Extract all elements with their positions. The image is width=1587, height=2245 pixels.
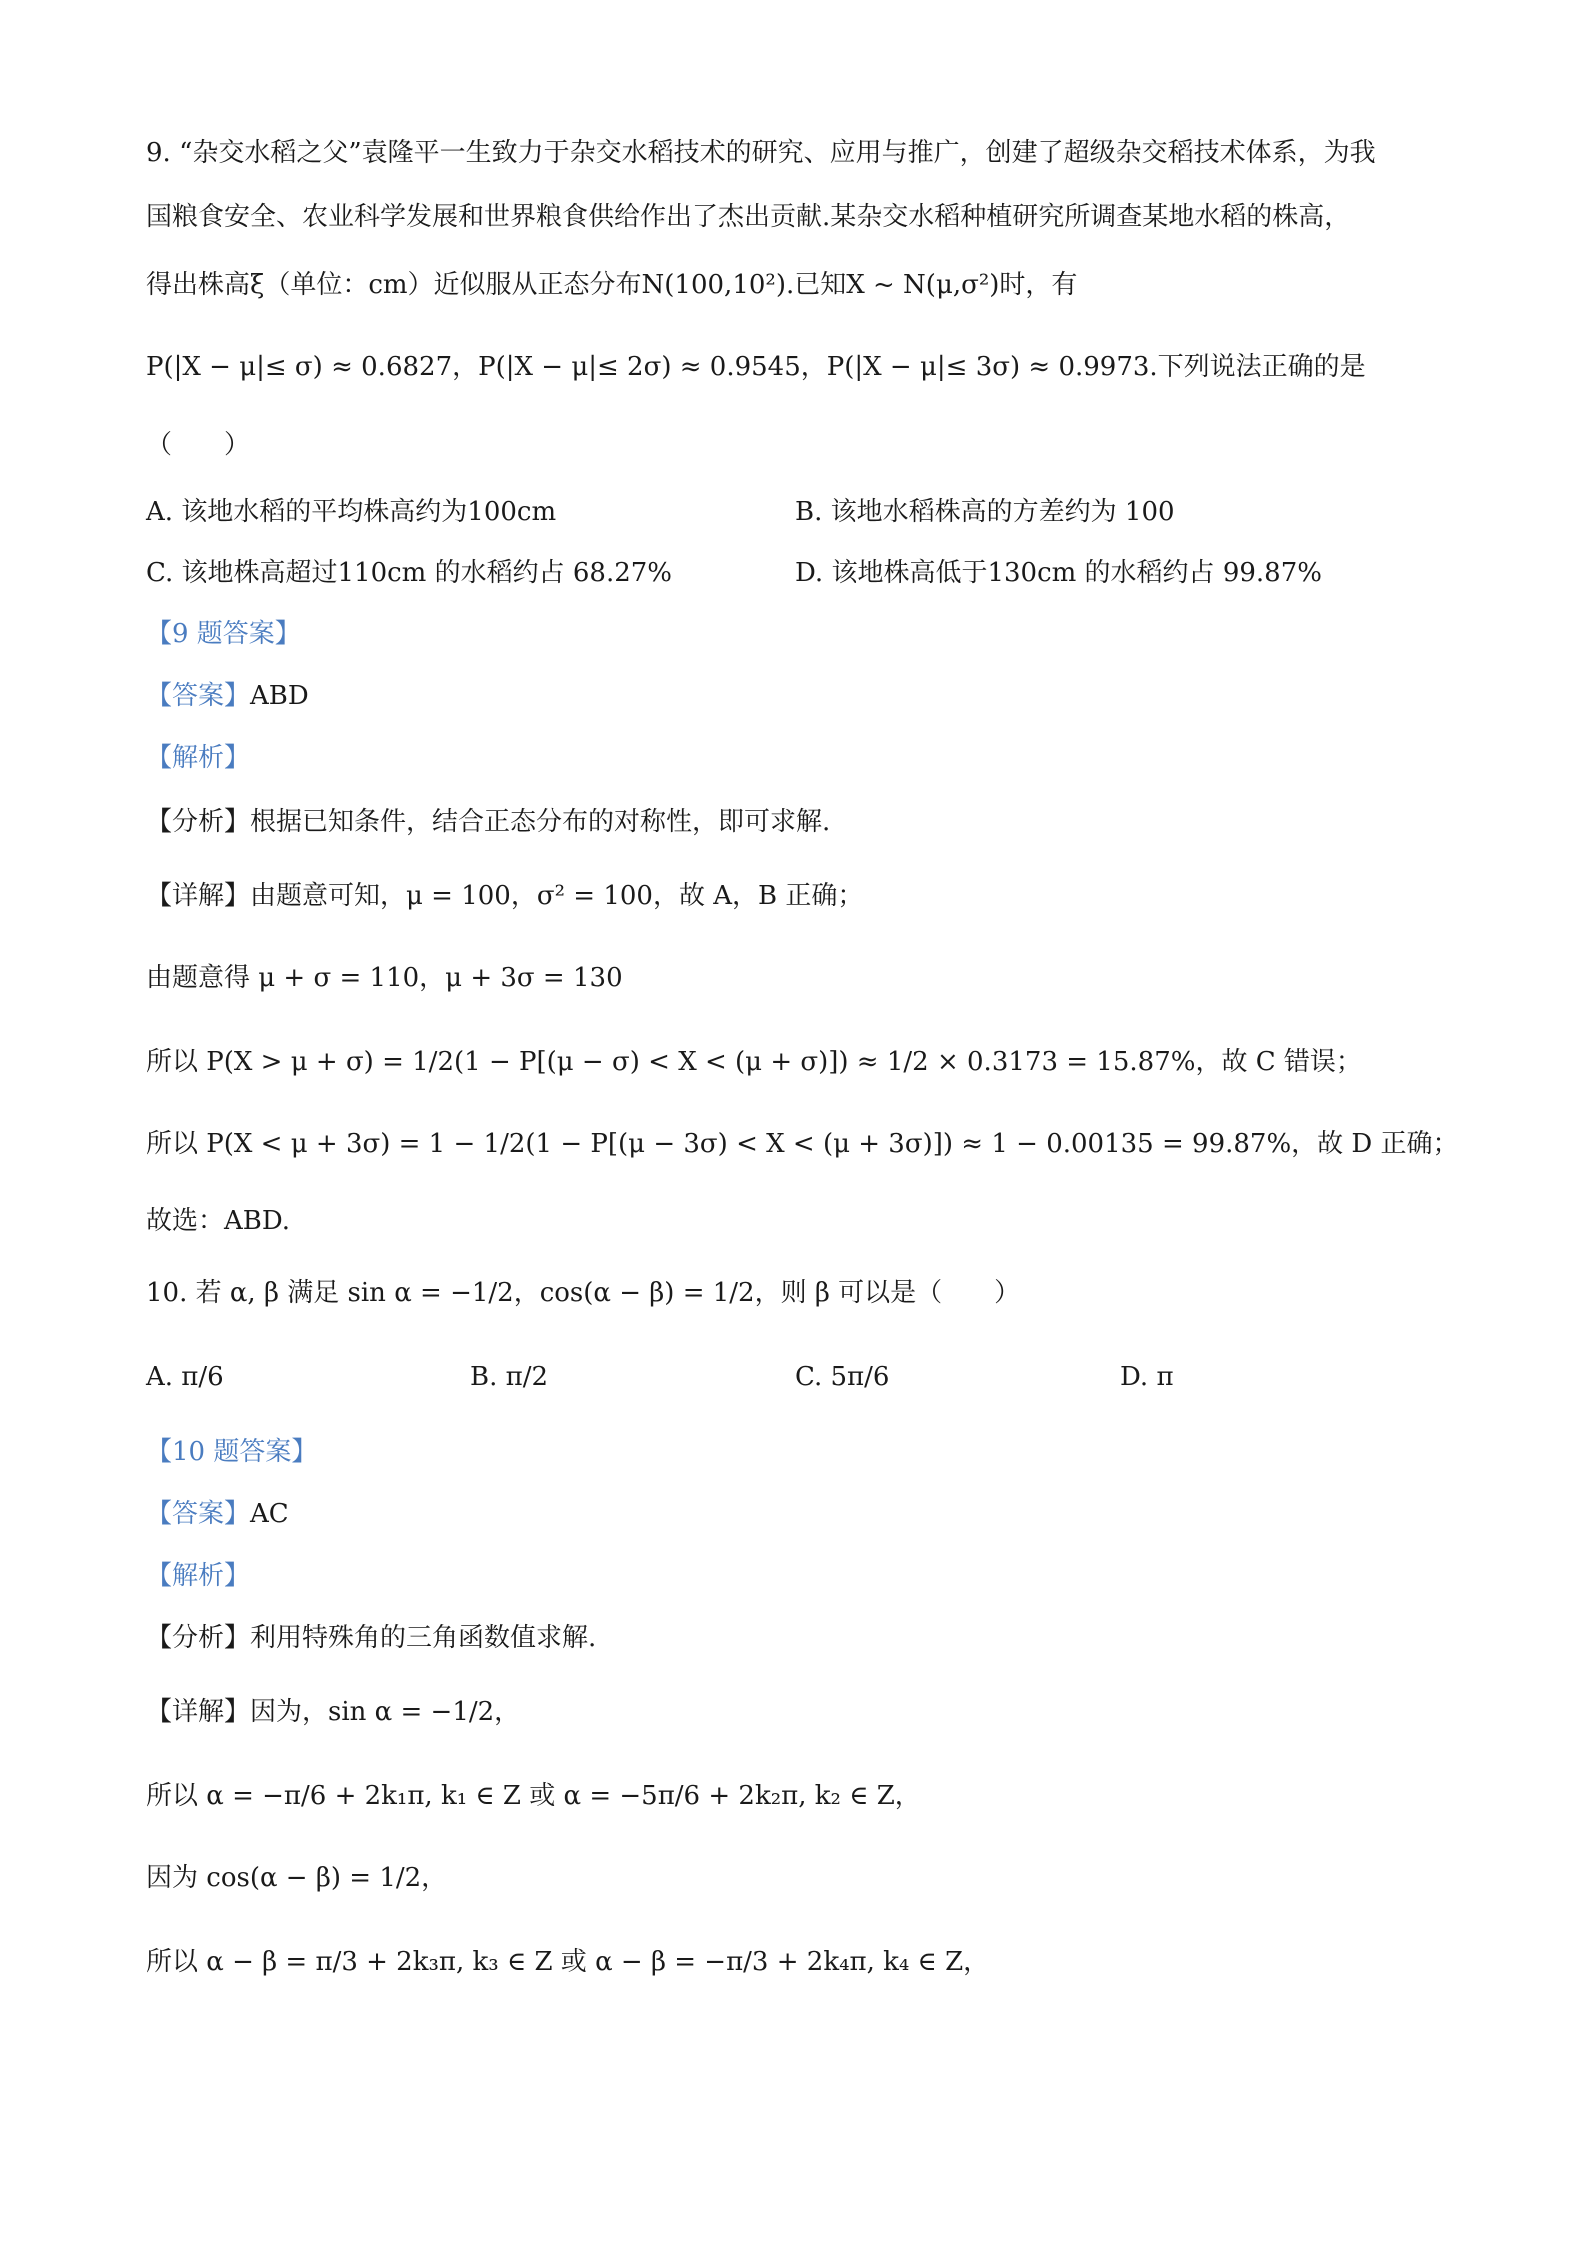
q9-answer-value: ABD <box>250 681 309 711</box>
q9-stem-line-4: P(|X − μ|≤ σ) ≈ 0.6827，P(|X − μ|≤ 2σ) ≈ 0.9545，P(|X − μ|≤ 3σ) ≈ 0.9973.下列说法正确的是 <box>146 352 1366 382</box>
q10-xiangjie-line <box>146 1692 520 1732</box>
q9-fenxi-line <box>146 802 830 842</box>
q10-fenxi-line <box>146 1618 596 1658</box>
q9-option-a: A. 该地水稻的平均株高约为100cm <box>146 497 557 527</box>
q9-analysis-heading: 【解析】 <box>146 743 251 773</box>
q9-solution-line-4: 所以 P(X < μ + 3σ) = 1 − 1/2(1 − P[(μ − 3σ) < X < (μ + 3σ)]) ≈ 1 − 0.00135 = 99.87%，故 D 正确； <box>146 1129 1459 1159</box>
q9-xiangjie-line <box>146 876 863 916</box>
q10-option-c: C. 5π/6 <box>795 1362 890 1392</box>
answer-label: 【答案】 <box>146 1499 251 1529</box>
q10-answer-line <box>146 1494 289 1534</box>
q10-option-d: D. π <box>1120 1362 1174 1392</box>
q9-option-d: D. 该地株高低于130cm 的水稻约占 99.87% <box>795 558 1322 588</box>
q9-option-b: B. 该地水稻株高的方差约为 100 <box>795 497 1175 527</box>
q10-fenxi-text: 利用特殊角的三角函数值求解. <box>250 1623 597 1653</box>
q9-xiangjie-text: 由题意可知，μ = 100，σ² = 100，故 A，B 正确； <box>250 881 864 911</box>
answer-label: 【答案】 <box>146 681 251 711</box>
q10-analysis-heading: 【解析】 <box>146 1561 251 1591</box>
q9-answer-paren: （ ） <box>146 430 251 460</box>
q9-option-c: C. 该地株高超过110cm 的水稻约占 68.27% <box>146 558 673 588</box>
q9-stem-line-2: 国粮食安全、农业科学发展和世界粮食供给作出了杰出贡献.某杂交水稻种植研究所调查某地水稻的株高， <box>146 202 1351 232</box>
q9-solution-line-2: 由题意得 μ + σ = 110，μ + 3σ = 130 <box>146 963 623 993</box>
q10-xiangjie-text: 因为，sin α = −1/2， <box>250 1697 521 1727</box>
fenxi-label: 【分析】 <box>146 807 251 837</box>
q9-answer-line <box>146 676 309 716</box>
q9-stem-line-3: 得出株高ξ（单位：cm）近似服从正态分布N(100,10²).已知X ~ N(μ,σ²)时，有 <box>146 270 1078 300</box>
q10-solution-line-4: 所以 α − β = π/3 + 2k₃π, k₃ ∈ Z 或 α − β = −π/3 + 2k₄π, k₄ ∈ Z， <box>146 1947 990 1977</box>
fenxi-label: 【分析】 <box>146 1623 251 1653</box>
xiangjie-label: 【详解】 <box>146 1697 251 1727</box>
q10-option-a: A. π/6 <box>146 1362 224 1392</box>
q9-solution-line-3: 所以 P(X > μ + σ) = 1/2(1 − P[(μ − σ) < X < (μ + σ)]) ≈ 1/2 × 0.3173 = 15.87%，故 C 错误； <box>146 1047 1362 1077</box>
q10-answer-value: AC <box>250 1499 289 1529</box>
q10-option-b: B. π/2 <box>470 1362 549 1392</box>
q10-solution-line-2: 所以 α = −π/6 + 2k₁π, k₁ ∈ Z 或 α = −5π/6 + 2k₂π, k₂ ∈ Z， <box>146 1781 921 1811</box>
q9-stem-line-1: 9. “杂交水稻之父”袁隆平一生致力于杂交水稻技术的研究、应用与推广，创建了超级杂交稻技术体系，为我 <box>146 138 1376 168</box>
q10-answer-heading: 【10 题答案】 <box>146 1437 318 1467</box>
q10-solution-line-3: 因为 cos(α − β) = 1/2， <box>146 1863 448 1893</box>
q10-stem: 10. 若 α, β 满足 sin α = −1/2，cos(α − β) = 1/2，则 β 可以是（ ） <box>146 1278 1021 1308</box>
q9-answer-heading: 【9 题答案】 <box>146 619 301 649</box>
q9-fenxi-text: 根据已知条件，结合正态分布的对称性，即可求解. <box>250 807 831 837</box>
xiangjie-label: 【详解】 <box>146 881 251 911</box>
q9-solution-line-5: 故选：ABD. <box>146 1206 291 1236</box>
